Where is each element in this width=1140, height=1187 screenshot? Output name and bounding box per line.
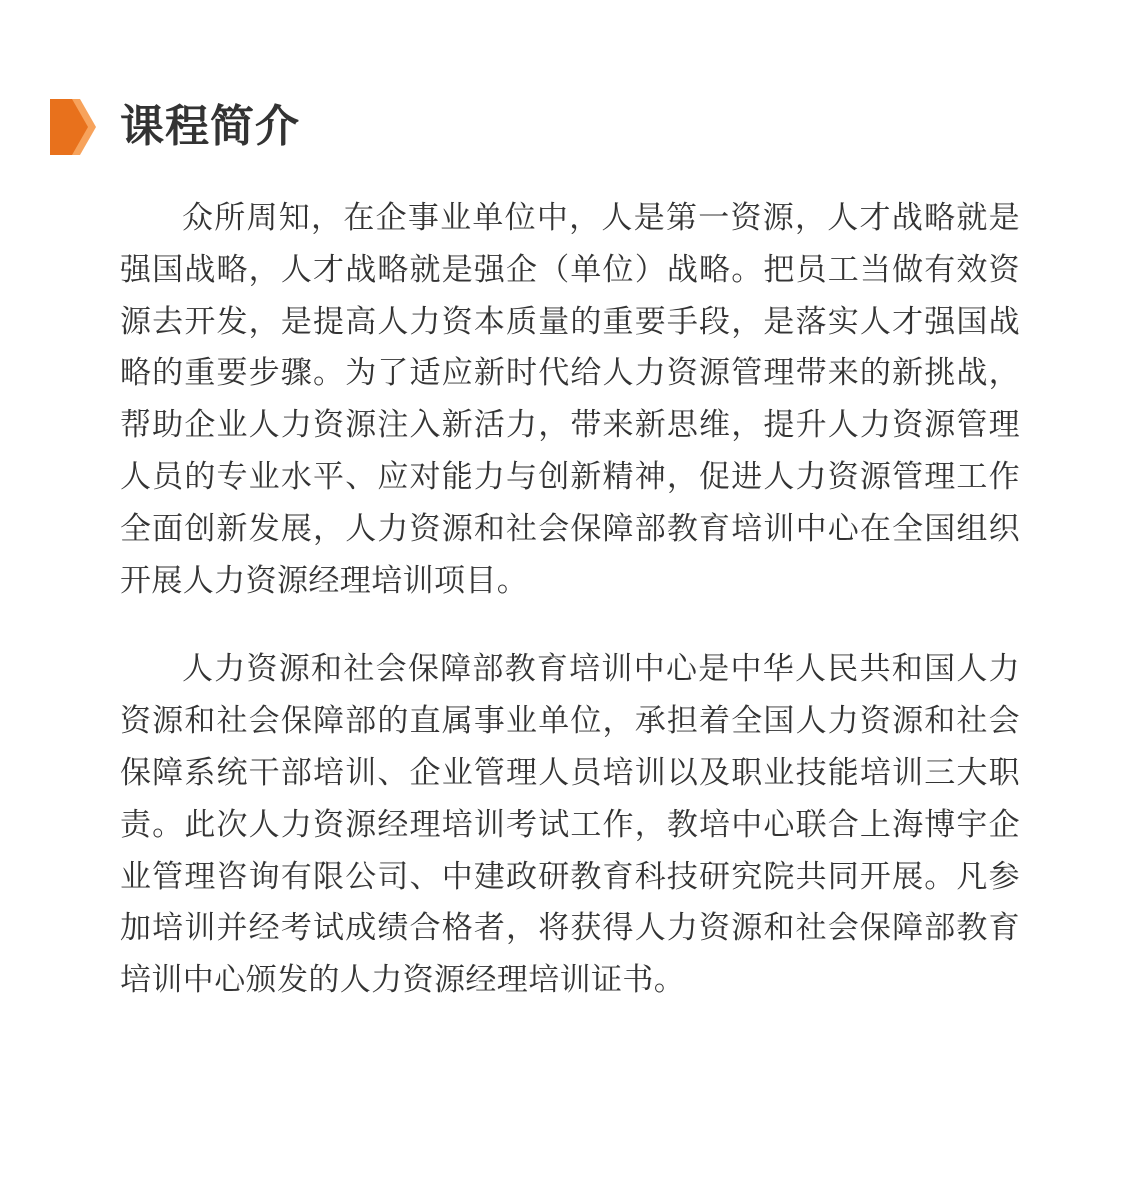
course-intro-content	[120, 193, 1020, 1007]
intro-paragraph-2: 人力资源和社会保障部教育培训中心是中华人民共和国人力资源和社会保障部的直属事业单位，承担着全国人力资源和社会保障系统干部培训、企业管理人员培训以及职业技能培训三大职责。此次人力资源经理培训考试工作，教培中心联合上海博宇企业管理咨询有限公司、中建政研教育科技研究院共同开展。凡参加培训并经考试成绩合格者，将获得人力资源和社会保障部教育培训中心颁发的人力资源经理培训证书。	[120, 651, 1020, 999]
section-title: 课程简介	[120, 101, 300, 152]
intro-paragraph-1: 众所周知，在企事业单位中，人是第一资源，人才战略就是强国战略，人才战略就是强企（单位）战略。把员工当做有效资源去开发，是提高人力资本质量的重要手段，是落实人才强国战略的重要步骤。为了适应新时代给人力资源管理带来的新挑战，帮助企业人力资源注入新活力，带来新思维，提升人力资源管理人员的专业水平、应对能力与创新精神，促进人力资源管理工作全面创新发展，人力资源和社会保障部教育培训中心在全国组织开展人力资源经理培训项目。	[120, 200, 1020, 599]
orange-chevron-icon	[50, 95, 102, 159]
section-header	[50, 92, 102, 162]
